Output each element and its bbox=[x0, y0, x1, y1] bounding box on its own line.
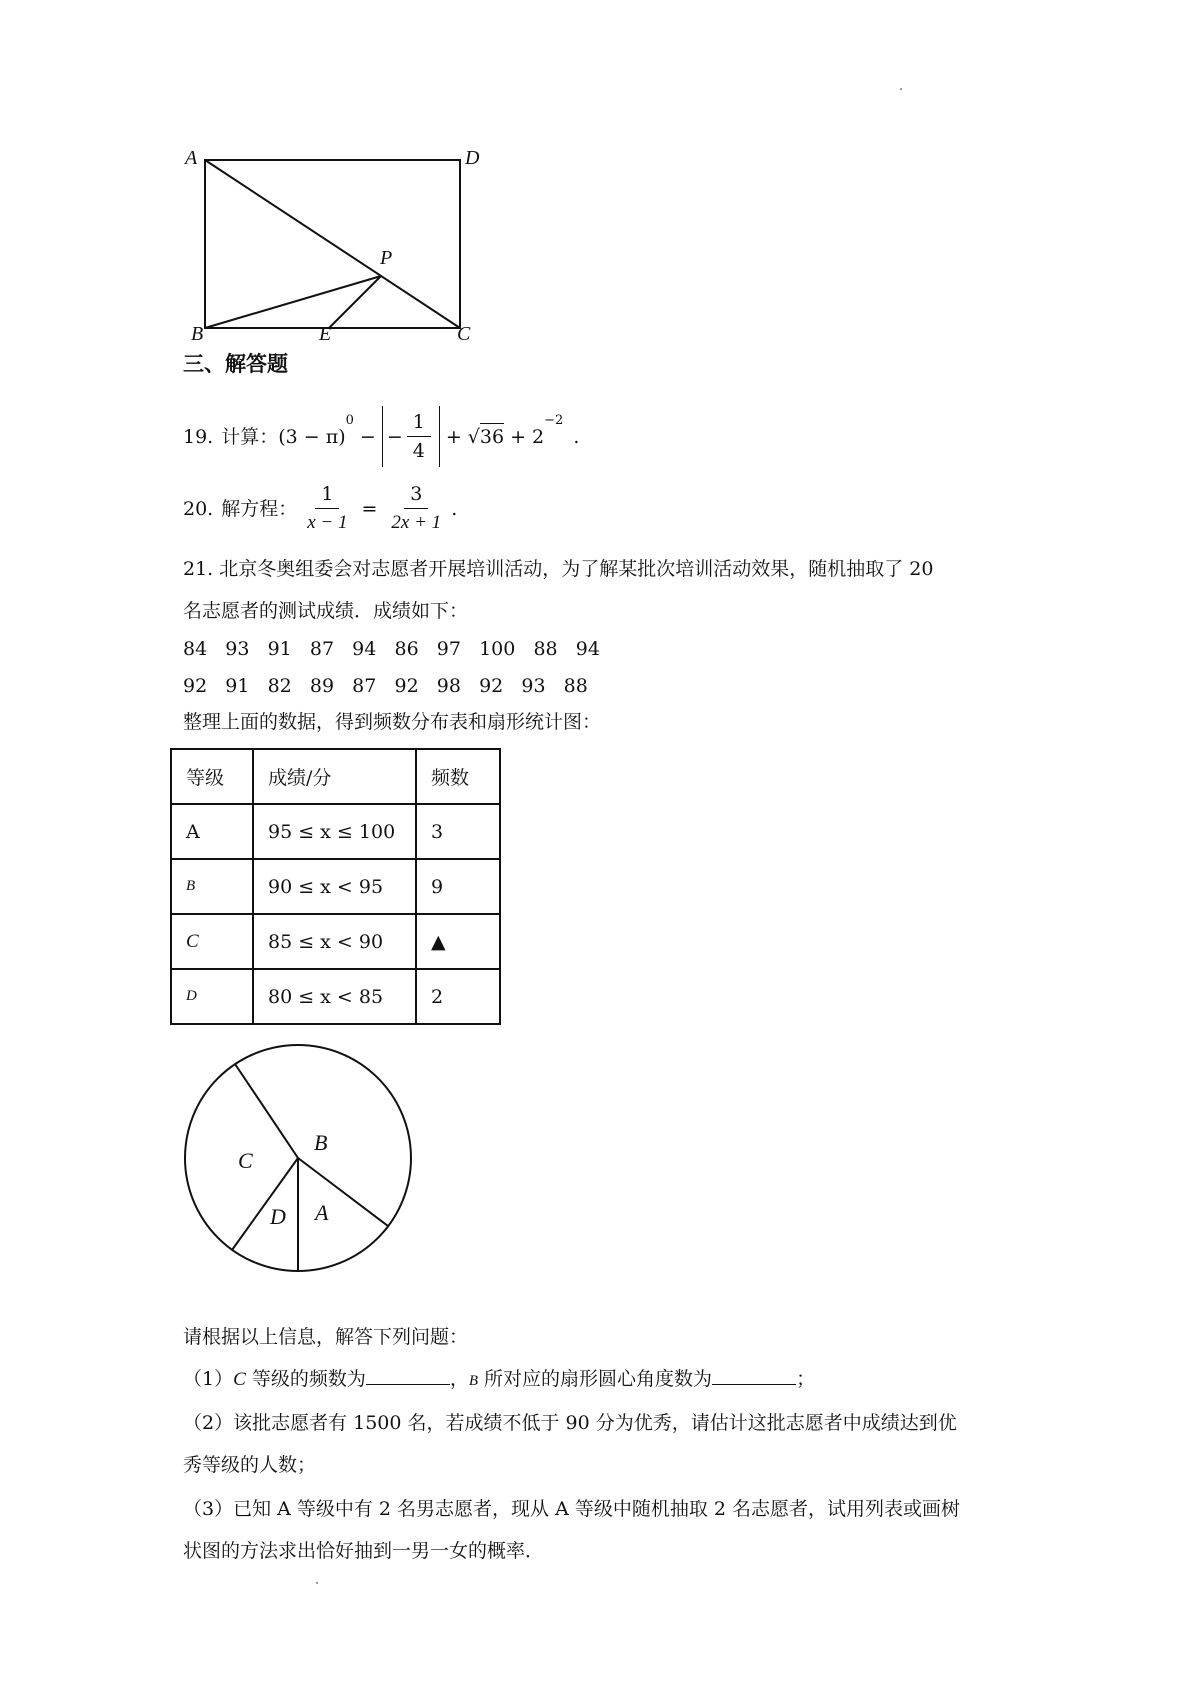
q21-scores-row2: 92 91 82 89 87 92 98 92 93 88 bbox=[183, 675, 588, 697]
pie-label-c: C bbox=[238, 1148, 253, 1173]
q19-number: 19. bbox=[183, 425, 214, 448]
label-p: P bbox=[380, 247, 393, 269]
table-row bbox=[171, 969, 500, 1024]
header-grade: 等级 bbox=[171, 749, 253, 804]
pie-label-d: D bbox=[270, 1204, 286, 1229]
q20-end: . bbox=[451, 497, 458, 520]
q21-scores-row1: 84 93 91 87 94 86 97 100 88 94 bbox=[183, 638, 600, 660]
cell-grade: B bbox=[171, 859, 253, 914]
cell-freq: 9 bbox=[416, 859, 500, 914]
cell-grade: D bbox=[171, 969, 253, 1024]
cell-range: 80 ≤ x < 85 bbox=[253, 969, 416, 1024]
q19-frac-den: 4 bbox=[412, 440, 425, 462]
q21-sub2-line1: （2）该批志愿者有 1500 名，若成绩不低于 90 分为优秀，请估计这批志愿者中成绩达到优 bbox=[183, 1412, 957, 1434]
q20-number: 20. bbox=[183, 497, 214, 520]
q19-exponent-0: 0 bbox=[345, 413, 354, 428]
q20-left-num: 1 bbox=[315, 480, 339, 509]
rectangle-figure bbox=[175, 140, 480, 345]
q19-end: . bbox=[573, 425, 580, 448]
header-score: 成绩/分 bbox=[253, 749, 416, 804]
q20-right-fraction bbox=[385, 480, 447, 537]
sub1-text1: 等级的频数为 bbox=[245, 1368, 366, 1390]
sub1-end: ； bbox=[796, 1368, 816, 1390]
cell-range: 95 ≤ x ≤ 100 bbox=[253, 804, 416, 859]
table-row bbox=[171, 804, 500, 859]
label-b: B bbox=[191, 323, 204, 345]
q19-sqrt-arg: 36 bbox=[480, 423, 504, 450]
q20-equals: = bbox=[361, 497, 378, 520]
q19-exponent-neg2: −2 bbox=[544, 413, 564, 428]
q20-right-num: 3 bbox=[404, 480, 428, 509]
q19-term1: (3 − π) bbox=[278, 425, 346, 448]
q20-left-fraction bbox=[301, 480, 353, 537]
pie-label-b: B bbox=[314, 1130, 328, 1155]
scan-dot bbox=[316, 1582, 318, 1584]
table-row bbox=[171, 914, 500, 969]
cell-range: 85 ≤ x < 90 bbox=[253, 914, 416, 969]
pie-divider-bc bbox=[235, 1064, 298, 1158]
cell-range: 90 ≤ x < 95 bbox=[253, 859, 416, 914]
label-c: C bbox=[457, 323, 471, 345]
q19-sqrt-symbol: √ bbox=[467, 425, 480, 448]
cell-grade: C bbox=[171, 914, 253, 969]
segment-ac bbox=[205, 160, 460, 328]
header-freq: 频数 bbox=[416, 749, 500, 804]
label-a: A bbox=[185, 147, 198, 169]
question-19 bbox=[183, 406, 579, 467]
q19-plus-2: + 2 bbox=[510, 425, 545, 448]
sub1-grade-b: B bbox=[468, 1373, 479, 1389]
q19-abs-value bbox=[382, 406, 440, 467]
q21-line1: 21. 北京冬奥组委会对志愿者开展培训活动，为了解某批次培训活动效果，随机抽取了 20 bbox=[183, 558, 934, 580]
frequency-table bbox=[170, 748, 501, 1025]
sub1-comma: ， bbox=[449, 1368, 469, 1390]
sector-chart bbox=[180, 1040, 420, 1280]
q21-sub2-line2: 秀等级的人数； bbox=[183, 1454, 317, 1476]
label-d: D bbox=[465, 147, 480, 169]
cell-freq: ▲ bbox=[416, 914, 500, 969]
q20-right-den: 2x + 1 bbox=[391, 512, 442, 533]
q19-minus: − bbox=[359, 425, 376, 448]
section-title: 三、解答题 bbox=[183, 351, 288, 376]
q20-prompt: 解方程： bbox=[221, 497, 298, 520]
label-e: E bbox=[319, 323, 332, 345]
q21-line3: 整理上面的数据，得到频数分布表和扇形统计图： bbox=[183, 711, 602, 733]
scan-dot bbox=[900, 88, 902, 90]
q19-plus: + bbox=[445, 425, 462, 448]
cell-freq: 3 bbox=[416, 804, 500, 859]
q19-frac-num: 1 bbox=[407, 408, 431, 437]
question-20 bbox=[183, 480, 457, 537]
pie-label-a: A bbox=[315, 1200, 329, 1225]
q21-sub3-line1: （3）已知 A 等级中有 2 名男志愿者，现从 A 等级中随机抽取 2 名志愿者，试用列表或画树 bbox=[183, 1498, 961, 1520]
table-row bbox=[171, 859, 500, 914]
answer-blank-2[interactable] bbox=[712, 1366, 796, 1385]
cell-freq: 2 bbox=[416, 969, 500, 1024]
pie-divider-ab bbox=[298, 1158, 388, 1226]
cell-grade: A bbox=[171, 804, 253, 859]
sub1-grade-c: C bbox=[233, 1369, 246, 1390]
q19-prompt: 计算： bbox=[221, 425, 279, 448]
sub1-prefix: （1） bbox=[183, 1368, 234, 1390]
q20-left-den: x − 1 bbox=[307, 512, 348, 533]
q21-sub3-line2: 状图的方法求出恰好抽到一男一女的概率． bbox=[183, 1540, 545, 1562]
q21-instruction: 请根据以上信息，解答下列问题： bbox=[183, 1326, 469, 1348]
q21-sub1 bbox=[183, 1366, 815, 1394]
sub1-text2: 所对应的扇形圆心角度数为 bbox=[478, 1368, 713, 1390]
answer-blank-1[interactable] bbox=[366, 1366, 450, 1385]
q21-line2: 名志愿者的测试成绩．成绩如下： bbox=[183, 600, 469, 622]
table-header-row bbox=[171, 749, 500, 804]
q19-abs-minus: − bbox=[386, 425, 403, 448]
q19-fraction bbox=[407, 408, 431, 465]
